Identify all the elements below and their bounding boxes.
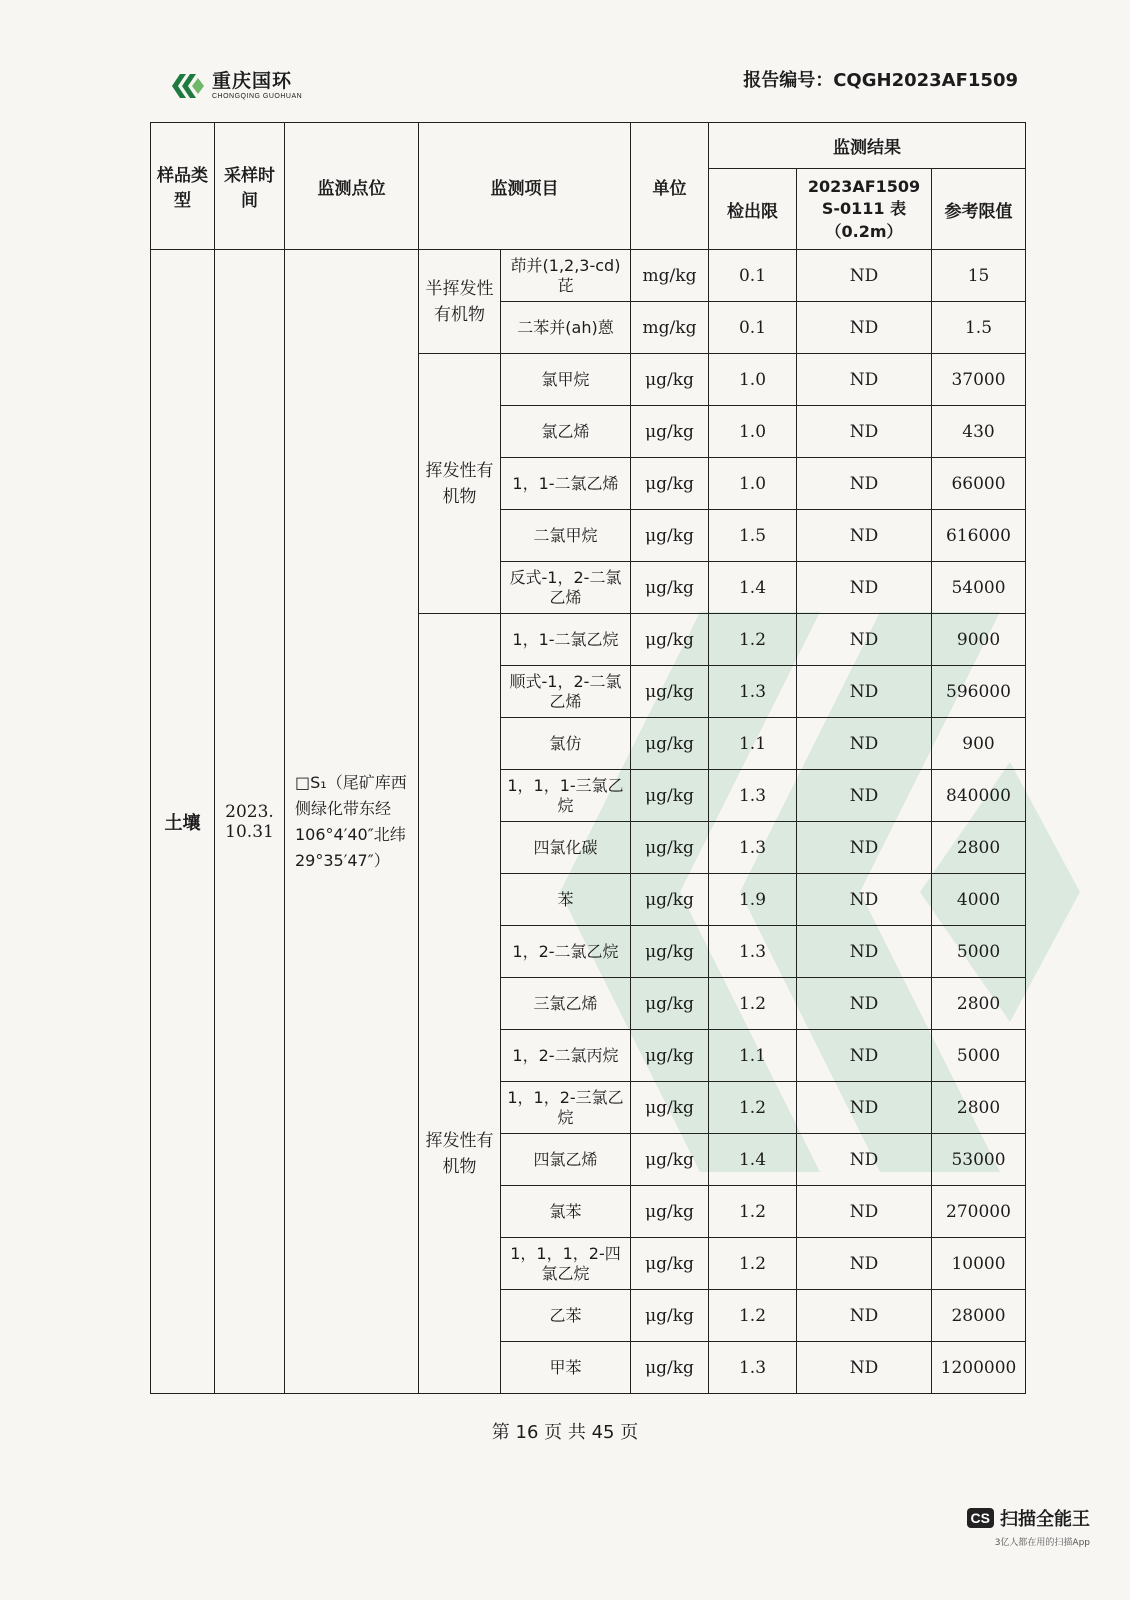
item-name: 氯甲烷 <box>501 354 631 406</box>
reference-cell: 9000 <box>932 614 1026 666</box>
reference-cell: 15 <box>932 250 1026 302</box>
item-name: 1，1-二氯乙烯 <box>501 458 631 510</box>
detection-limit-cell: 1.4 <box>709 1134 797 1186</box>
item-name: 二氯甲烷 <box>501 510 631 562</box>
unit-cell: μg/kg <box>631 458 709 510</box>
reference-cell: 1.5 <box>932 302 1026 354</box>
result-cell: ND <box>797 1342 932 1394</box>
item-name: 1，1，1，2-四氯乙烷 <box>501 1238 631 1290</box>
detection-limit-cell: 1.3 <box>709 822 797 874</box>
report-number: 报告编号：CQGH2023AF1509 <box>743 70 1018 91</box>
unit-cell: μg/kg <box>631 770 709 822</box>
item-name: 1，2-二氯乙烷 <box>501 926 631 978</box>
unit-cell: μg/kg <box>631 562 709 614</box>
result-cell: ND <box>797 874 932 926</box>
unit-cell: mg/kg <box>631 250 709 302</box>
logo-english-name: CHONGQING GUOHUAN <box>212 93 303 100</box>
category-voc-1: 挥发性有机物 <box>419 354 501 614</box>
item-name: 茚并(1,2,3-cd)芘 <box>501 250 631 302</box>
result-cell: ND <box>797 822 932 874</box>
detection-limit-cell: 1.1 <box>709 1030 797 1082</box>
monitoring-table-container <box>150 122 1025 1394</box>
result-cell: ND <box>797 1082 932 1134</box>
unit-cell: μg/kg <box>631 1342 709 1394</box>
unit-cell: μg/kg <box>631 874 709 926</box>
item-name: 顺式-1，2-二氯乙烯 <box>501 666 631 718</box>
sample-type-cell: 土壤 <box>151 250 215 1394</box>
reference-cell: 4000 <box>932 874 1026 926</box>
reference-cell: 54000 <box>932 562 1026 614</box>
detection-limit-cell: 1.3 <box>709 666 797 718</box>
header-location: 监测点位 <box>285 123 419 250</box>
logo-chevron-icon <box>170 72 206 100</box>
result-cell: ND <box>797 978 932 1030</box>
item-name: 甲苯 <box>501 1342 631 1394</box>
logo-chinese-name: 重庆国环 <box>212 70 293 92</box>
header-sample-type: 样品类型 <box>151 123 215 250</box>
sample-time-cell: 2023. 10.31 <box>215 250 285 1394</box>
result-cell: ND <box>797 1238 932 1290</box>
header-detection-limit: 检出限 <box>709 169 797 250</box>
reference-cell: 10000 <box>932 1238 1026 1290</box>
result-cell: ND <box>797 1030 932 1082</box>
result-cell: ND <box>797 406 932 458</box>
reference-cell: 66000 <box>932 458 1026 510</box>
reference-cell: 596000 <box>932 666 1026 718</box>
unit-cell: μg/kg <box>631 406 709 458</box>
result-cell: ND <box>797 354 932 406</box>
item-name: 三氯乙烯 <box>501 978 631 1030</box>
detection-limit-cell: 1.4 <box>709 562 797 614</box>
detection-limit-cell: 1.2 <box>709 1290 797 1342</box>
item-name: 1，2-二氯丙烷 <box>501 1030 631 1082</box>
reference-cell: 616000 <box>932 510 1026 562</box>
result-cell: ND <box>797 458 932 510</box>
scanner-app-name: 扫描全能王 <box>1000 1509 1090 1530</box>
item-name: 1，1，2-三氯乙烷 <box>501 1082 631 1134</box>
result-cell: ND <box>797 1134 932 1186</box>
result-cell: ND <box>797 1290 932 1342</box>
unit-cell: μg/kg <box>631 1134 709 1186</box>
reference-cell: 2800 <box>932 978 1026 1030</box>
reference-cell: 840000 <box>932 770 1026 822</box>
detection-limit-cell: 1.3 <box>709 1342 797 1394</box>
result-cell: ND <box>797 302 932 354</box>
unit-cell: μg/kg <box>631 510 709 562</box>
item-name: 氯乙烯 <box>501 406 631 458</box>
detection-limit-cell: 1.0 <box>709 406 797 458</box>
item-name: 1，1，1-三氯乙烷 <box>501 770 631 822</box>
detection-limit-cell: 0.1 <box>709 302 797 354</box>
reference-cell: 37000 <box>932 354 1026 406</box>
detection-limit-cell: 1.9 <box>709 874 797 926</box>
unit-cell: μg/kg <box>631 718 709 770</box>
unit-cell: μg/kg <box>631 1238 709 1290</box>
result-cell: ND <box>797 250 932 302</box>
detection-limit-cell: 0.1 <box>709 250 797 302</box>
header-sample-time: 采样时间 <box>215 123 285 250</box>
reference-cell: 900 <box>932 718 1026 770</box>
item-name: 四氯化碳 <box>501 822 631 874</box>
reference-cell: 2800 <box>932 822 1026 874</box>
category-svoc: 半挥发性有机物 <box>419 250 501 354</box>
scanner-tagline: 3亿人都在用的扫描App <box>994 1538 1090 1548</box>
detection-limit-cell: 1.2 <box>709 978 797 1030</box>
result-cell: ND <box>797 614 932 666</box>
item-name: 二苯并(ah)蒽 <box>501 302 631 354</box>
page-number: 第 16 页 共 45 页 <box>491 1422 639 1443</box>
reference-cell: 270000 <box>932 1186 1026 1238</box>
unit-cell: μg/kg <box>631 978 709 1030</box>
detection-limit-cell: 1.0 <box>709 354 797 406</box>
item-name: 氯苯 <box>501 1186 631 1238</box>
unit-cell: μg/kg <box>631 1290 709 1342</box>
reference-cell: 2800 <box>932 1082 1026 1134</box>
item-name: 1，1-二氯乙烷 <box>501 614 631 666</box>
unit-cell: μg/kg <box>631 1030 709 1082</box>
header-reference-limit: 参考限值 <box>932 169 1026 250</box>
item-name: 苯 <box>501 874 631 926</box>
item-name: 乙苯 <box>501 1290 631 1342</box>
detection-limit-cell: 1.2 <box>709 1186 797 1238</box>
item-name: 四氯乙烯 <box>501 1134 631 1186</box>
result-cell: ND <box>797 770 932 822</box>
unit-cell: mg/kg <box>631 302 709 354</box>
unit-cell: μg/kg <box>631 354 709 406</box>
location-cell: □S₁（尾矿库西侧绿化带东经106°4′40″北纬29°35′47″） <box>285 250 419 1394</box>
unit-cell: μg/kg <box>631 926 709 978</box>
item-name: 氯仿 <box>501 718 631 770</box>
header-sample-column: 2023AF1509 S-0111 表 （0.2m） <box>797 169 932 250</box>
reference-cell: 53000 <box>932 1134 1026 1186</box>
result-cell: ND <box>797 1186 932 1238</box>
header-item: 监测项目 <box>419 123 631 250</box>
reference-cell: 5000 <box>932 1030 1026 1082</box>
unit-cell: μg/kg <box>631 1082 709 1134</box>
scanner-watermark <box>967 1505 1090 1548</box>
result-cell: ND <box>797 562 932 614</box>
header-unit: 单位 <box>631 123 709 250</box>
item-name: 反式-1，2-二氯乙烯 <box>501 562 631 614</box>
unit-cell: μg/kg <box>631 666 709 718</box>
unit-cell: μg/kg <box>631 822 709 874</box>
result-cell: ND <box>797 666 932 718</box>
detection-limit-cell: 1.3 <box>709 770 797 822</box>
header-results: 监测结果 <box>709 123 1026 169</box>
unit-cell: μg/kg <box>631 614 709 666</box>
result-cell: ND <box>797 718 932 770</box>
detection-limit-cell: 1.0 <box>709 458 797 510</box>
camscanner-icon: CS <box>967 1508 994 1528</box>
detection-limit-cell: 1.2 <box>709 614 797 666</box>
detection-limit-cell: 1.1 <box>709 718 797 770</box>
monitoring-results-table <box>150 122 1026 1394</box>
category-voc-2: 挥发性有机物 <box>419 614 501 1394</box>
result-cell: ND <box>797 510 932 562</box>
detection-limit-cell: 1.5 <box>709 510 797 562</box>
detection-limit-cell: 1.2 <box>709 1082 797 1134</box>
reference-cell: 430 <box>932 406 1026 458</box>
result-cell: ND <box>797 926 932 978</box>
unit-cell: μg/kg <box>631 1186 709 1238</box>
reference-cell: 5000 <box>932 926 1026 978</box>
reference-cell: 28000 <box>932 1290 1026 1342</box>
company-logo <box>170 72 302 100</box>
reference-cell: 1200000 <box>932 1342 1026 1394</box>
detection-limit-cell: 1.3 <box>709 926 797 978</box>
detection-limit-cell: 1.2 <box>709 1238 797 1290</box>
